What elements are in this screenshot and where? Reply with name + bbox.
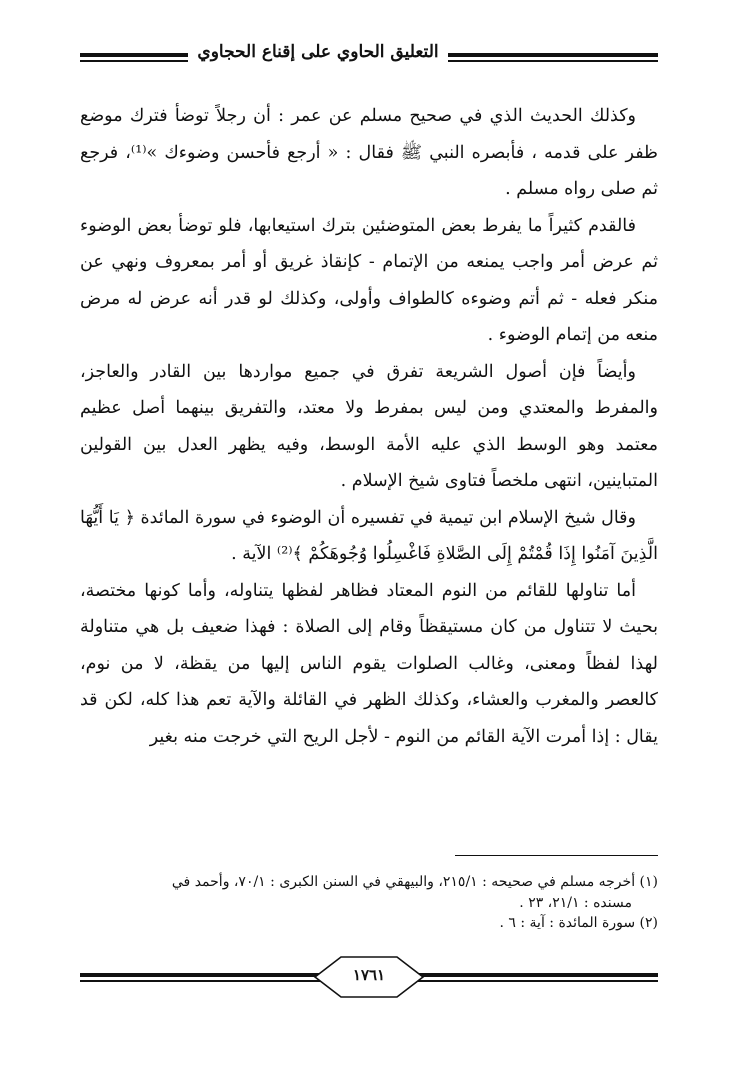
footnote-separator [455,855,658,856]
paragraph: أما تناولها للقائم من النوم المعتاد فظاهر لفظها يتناوله، وأما كونها مختصة، بحيث لا تتناول من كان مستيقظاً وقام إلى الصلاة : فهذا ضعيف بل هي متناولة لهذا لفظاً ومعنى، وغالب الصلوات يقوم الناس إليها من يقظة، لا من نوم، كالعصر والمغرب والعشاء، وكذلك الظهر في القائلة والآية تعم هذا كله، لكن قد يقال : إذا أمرت الآية القائم من النوم - لأجل الريح التي خرجت منه بغير [80,580,658,747]
footnote-text: أخرجه مسلم في صحيحه : ٢١٥/١، والبيهقي في السنن الكبرى : ٧٠/١، وأحمد في [171,874,636,890]
header-rule-right [448,53,658,62]
running-header-title: التعليق الحاوي على إقناع الحجاوي [197,42,439,62]
running-header [80,38,658,78]
footnote [80,913,658,934]
footnotes [80,872,658,934]
footnote [80,872,658,893]
paragraph: فالقدم كثيراً ما يفرط بعض المتوضئين بترك استيعابها، فلو توضأ بعض الوضوء ثم عرض أمر واجب يمنعه من الإتمام - كإنقاذ غريق أو أمر بمعروف ونهي عن منكر فعله - ثم أتم وضوءه كالطواف وأولى، وكذلك لو قدر أنه عرض له مرض منعه من إتمام الوضوء . [80,215,658,345]
paragraph: وأيضاً فإن أصول الشريعة تفرق في جميع مواردها بين القادر والعاجز، والمفرط والمعتدي ومن ليس بمفرط ولا معتد، والتفريق بينهما أصل عظيم معتمد وهو الوسط الذي عليه الأمة الوسط، وفيه يظهر العدل بين القولين المتباينين، انتهى ملخصاً فتاوى شيخ الإسلام . [80,361,658,491]
footnote-number: (١) [639,874,658,890]
page-number: ١٧٦١ [352,966,386,984]
page-footer [80,956,658,1000]
main-text [80,98,658,755]
footnote-number: (٢) [639,915,658,931]
header-rule-left [80,53,188,62]
paragraph: وقال شيخ الإسلام ابن تيمية في تفسيره أن الوضوء في سورة المائدة ﴿ يَا أَيُّهَا الَّذِينَ آمَنُوا إِذَا قُمْتُمْ إِلَى الصَّلاةِ فَاغْسِلُوا وُجُوهَكُمْ ﴾⁽²⁾ الآية . [80,507,658,564]
footnote-continuation: مسنده : ٢١/١، ٢٣ . [519,894,632,911]
footnote-text: سورة المائدة : آية : ٦ . [499,915,636,931]
paragraph: وكذلك الحديث الذي في صحيح مسلم عن عمر : أن رجلاً توضأ فترك موضع ظفر على قدمه ، فأبصره النبي ﷺ فقال : « أرجع فأحسن وضوءك »⁽¹⁾، فرجع ثم صلى رواه مسلم . [80,106,658,199]
